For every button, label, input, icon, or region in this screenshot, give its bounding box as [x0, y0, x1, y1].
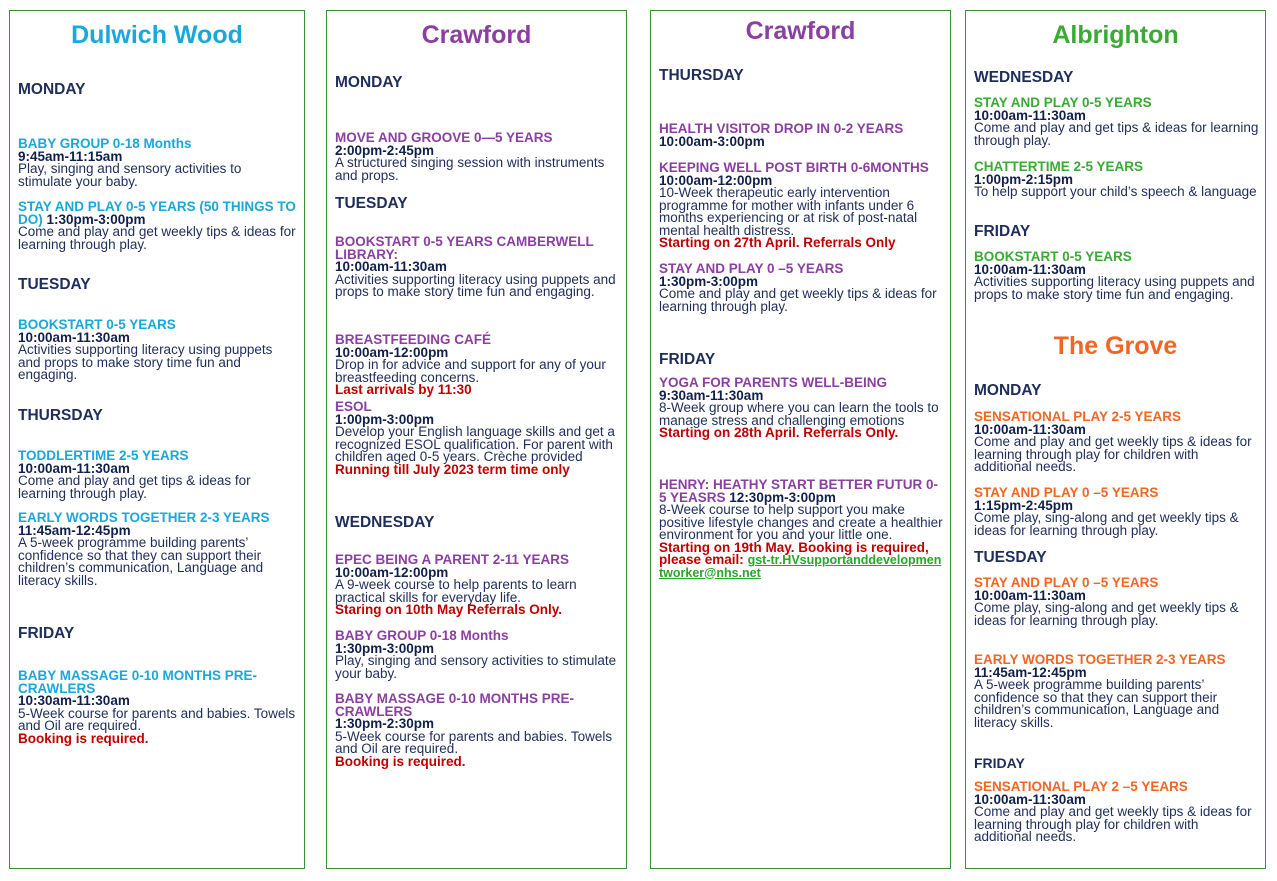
event: KEEPING WELL POST BIRTH 0-6MONTHS 10:00am-12:00pm 10-Week therapeutic early intervention programme for mother with infants under 6 months experiencing or at risk of post-natal mental health distress. Starting on 27th April. Referrals Only	[659, 160, 929, 250]
day-heading: FRIDAY	[659, 351, 716, 368]
column-dulwich-wood	[9, 10, 305, 869]
column-crawford-2	[650, 10, 951, 869]
day-heading: MONDAY	[974, 382, 1042, 399]
event: BABY GROUP 0-18 Months 1:30pm-3:00pm Play, singing and sensory activities to stimulate your baby.	[335, 628, 617, 681]
event: TODDLERTIME 2-5 YEARS 10:00am-11:30am Come and play and get tips & ideas for learning through play.	[18, 448, 251, 501]
day-heading: MONDAY	[18, 81, 86, 98]
day-heading: FRIDAY	[974, 223, 1031, 240]
day-heading: WEDNESDAY	[335, 514, 435, 531]
event: BABY MASSAGE 0-10 MONTHS PRE-CRAWLERS 10:30am-11:30am 5-Week course for parents and babies. Towels and Oil are required. Booking is required.	[18, 668, 296, 746]
day-heading: TUESDAY	[335, 195, 408, 212]
day-heading: TUESDAY	[974, 549, 1047, 566]
event: SENSATIONAL PLAY 2 –5 YEARS 10:00am-11:30am Come and play and get weekly tips & ideas for learning through play for children with additional needs.	[974, 779, 1252, 844]
event: STAY AND PLAY 0 –5 YEARS 1:30pm-3:00pm Come and play and get weekly tips & ideas for learning through play.	[659, 261, 937, 314]
event: SENSATIONAL PLAY 2-5 YEARS 10:00am-11:30am Come and play and get weekly tips & ideas for learning through play for children with additional needs.	[974, 409, 1252, 474]
day-heading: WEDNESDAY	[974, 69, 1074, 86]
day-heading: FRIDAY	[18, 625, 75, 642]
email-link[interactable]: gst-tr.HVsupportanddevelopmentworker@nhs.net	[659, 553, 942, 580]
centre-title: Dulwich Wood	[71, 21, 243, 49]
day-heading: MONDAY	[335, 74, 403, 91]
centre-title: Crawford	[745, 17, 856, 45]
centre-title: The Grove	[1053, 332, 1178, 360]
event: HEALTH VISITOR DROP IN 0-2 YEARS 10:00am-3:00pm	[659, 121, 904, 149]
event: STAY AND PLAY 0-5 YEARS 10:00am-11:30am Come and play and get tips & ideas for learning through play.	[974, 95, 1259, 148]
event: YOGA FOR PARENTS WELL-BEING 9:30am-11:30am 8-Week group where you can learn the tools to manage stress and challenging emotions Starting on 28th April. Referrals Only.	[659, 375, 939, 440]
column-crawford-1	[326, 10, 627, 869]
event: HENRY: HEATHY START BETTER FUTUR 0-5 YEASRS 12:30pm-3:00pm 8-Week course to help support you make positive lifestyle changes and create a healthier environment for you and your little one. Starting on 19th May. Booking is required, please email: gst-tr.HVsupportanddevelopmentworker@nhs.net	[659, 477, 943, 580]
day-heading: THURSDAY	[18, 407, 103, 424]
event: EARLY WORDS TOGETHER 2-3 YEARS 11:45am-12:45pm A 5-week programme building parents’ confidence so that they can support their children’s communication, Language and literacy skills.	[18, 510, 270, 588]
day-heading: TUESDAY	[18, 276, 91, 293]
event: BOOKSTART 0-5 YEARS CAMBERWELL LIBRARY: 10:00am-11:30am Activities supporting literacy using puppets and props to make story time fun and engaging.	[335, 234, 616, 299]
event: BREASTFEEDING CAFÉ 10:00am-12:00pm Drop in for advice and support for any of your breastfeeding concerns. Last arrivals by 11:30	[335, 332, 606, 397]
column-albrighton-grove	[965, 10, 1266, 869]
centre-title: Crawford	[421, 21, 532, 49]
event: EPEC BEING A PARENT 2-11 YEARS 10:00am-12:00pm A 9-week course to help parents to learn practical skills for everyday life. Staring on 10th May Referrals Only.	[335, 552, 577, 617]
day-heading: FRIDAY	[974, 755, 1025, 771]
centre-title: Albrighton	[1052, 21, 1179, 49]
day-heading: THURSDAY	[659, 67, 744, 84]
event: STAY AND PLAY 0 –5 YEARS 10:00am-11:30am Come play, sing-along and get weekly tips & ideas for learning through play.	[974, 575, 1239, 628]
event: BABY GROUP 0-18 Months 9:45am-11:15am Play, singing and sensory activities to stimulate your baby.	[18, 136, 242, 189]
event: MOVE AND GROOVE 0—5 YEARS 2:00pm-2:45pm A structured singing session with instruments and props.	[335, 130, 605, 183]
event: STAY AND PLAY 0-5 YEARS (50 THINGS TO DO) 1:30pm-3:00pm Come and play and get weekly tips & ideas for learning through play.	[18, 199, 296, 252]
event: BABY MASSAGE 0-10 MONTHS PRE-CRAWLERS 1:30pm-2:30pm 5-Week course for parents and babies. Towels and Oil are required. Booking is required.	[335, 691, 613, 769]
event: STAY AND PLAY 0 –5 YEARS 1:15pm-2:45pm Come play, sing-along and get weekly tips & ideas for learning through play.	[974, 485, 1239, 538]
event: BOOKSTART 0-5 YEARS 10:00am-11:30am Activities supporting literacy using puppets and props to make story time fun and engaging.	[974, 249, 1255, 302]
event: CHATTERTIME 2-5 YEARS 1:00pm-2:15pm To help support your child’s speech & language	[974, 159, 1257, 199]
event: ESOL 1:00pm-3:00pm Develop your English language skills and get a recognized ESOL qualification. For parent with children aged 0-5 years. Crèche provided Running till July 2023 term time only	[335, 399, 615, 477]
event: BOOKSTART 0-5 YEARS 10:00am-11:30am Activities supporting literacy using puppets and props to make story time fun and engaging.	[18, 317, 273, 382]
event: EARLY WORDS TOGETHER 2-3 YEARS 11:45am-12:45pm A 5-week programme building parents’ confidence so that they can support their children’s communication, Language and literacy skills.	[974, 652, 1226, 730]
